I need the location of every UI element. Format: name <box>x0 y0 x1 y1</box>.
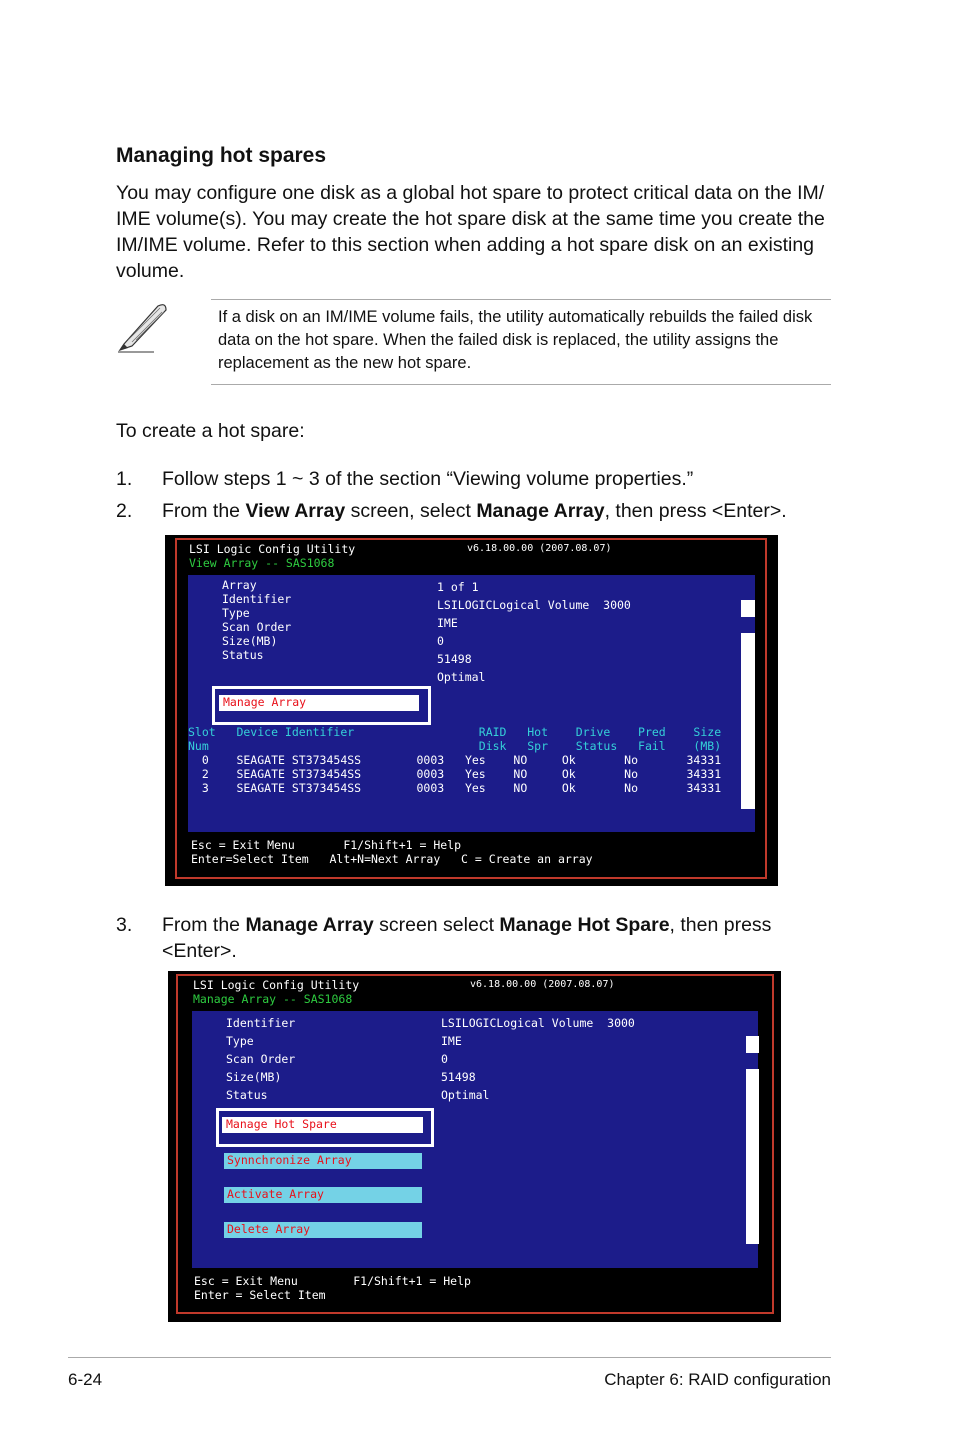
table-header: Slot Device Identifier RAID Hot Drive Pred Size <box>188 725 722 739</box>
activate-array-item[interactable]: Activate Array <box>224 1187 422 1203</box>
view-array-screenshot <box>165 535 778 886</box>
step-text: Follow steps 1 ~ 3 of the section “Viewing volume properties.” <box>162 468 694 490</box>
manage-hot-spare-item[interactable]: Manage Hot Spare <box>222 1117 423 1133</box>
screen-subtitle: View Array -- SAS1068 <box>189 556 335 570</box>
help-line: Enter = Select Item <box>194 1288 326 1302</box>
utility-title: LSI Logic Config Utility <box>189 542 356 556</box>
help-line: Esc = Exit Menu F1/Shift+1 = Help <box>191 838 462 852</box>
scrollbar-thumb[interactable] <box>741 600 755 617</box>
step-number: 1. <box>116 468 133 490</box>
manage-array-screenshot <box>168 971 781 1322</box>
delete-array-item[interactable]: Delete Array <box>224 1222 422 1238</box>
section-title: Managing hot spares <box>116 144 327 167</box>
array-panel <box>188 575 755 832</box>
help-line: Esc = Exit Menu F1/Shift+1 = Help <box>194 1274 471 1288</box>
table-row[interactable]: 3 SEAGATE ST373454SS 0003 Yes NO Ok No 34331 <box>188 781 722 795</box>
procedure-lead: To create a hot spare: <box>116 420 305 442</box>
manage-panel <box>192 1011 758 1268</box>
utility-title: LSI Logic Config Utility <box>193 978 360 992</box>
footer-rule <box>68 1357 831 1358</box>
prop-values: LSILOGICLogical Volume 3000 IME 0 51498 Optimal <box>441 1016 635 1102</box>
table-row[interactable]: 2 SEAGATE ST373454SS 0003 Yes NO Ok No 34331 <box>188 767 722 781</box>
synchronize-array-item[interactable]: Synnchronize Array <box>224 1153 422 1169</box>
scrollbar-thumb[interactable] <box>746 1036 759 1053</box>
note-bottom-rule <box>211 384 831 385</box>
intro-paragraph: You may configure one disk as a global hot spare to protect critical data on the IM/ IME volume(s). You may create the hot spare disk at the same time you create the IM/IME volume. Refer to this section when adding a hot spare disk on an existing volume. <box>116 182 825 282</box>
pen-icon <box>114 300 170 356</box>
scrollbar-track[interactable] <box>746 1069 759 1244</box>
help-line: Enter=Select Item Alt+N=Next Array C = Create an array <box>191 852 593 866</box>
page-number: 6-24 <box>68 1370 103 1389</box>
chapter-title: Chapter 6: RAID configuration <box>604 1370 831 1389</box>
step-text: From the View Array screen, select Manage Array, then press <Enter>. <box>162 500 787 522</box>
screen-subtitle: Manage Array -- SAS1068 <box>193 992 353 1006</box>
step-number: 3. <box>116 914 133 936</box>
prop-labels: Identifier Type Scan Order Size(MB) Status <box>226 1016 296 1102</box>
step-number: 2. <box>116 500 133 522</box>
note-top-rule <box>211 299 831 300</box>
prop-labels: Array Identifier Type Scan Order Size(MB) Status <box>222 578 292 662</box>
utility-version: v6.18.00.00 (2007.08.07) <box>467 543 612 554</box>
step-text: From the Manage Array screen select Manage Hot Spare, then press <Enter>. <box>162 914 772 962</box>
table-header: Num Disk Spr Status Fail (MB) <box>188 739 722 753</box>
utility-version: v6.18.00.00 (2007.08.07) <box>470 979 615 990</box>
note-text: If a disk on an IM/IME volume fails, the utility automatically rebuilds the failed disk data on the hot spare. When the failed disk is replaced, the utility assigns the replacement as the new hot spare. <box>218 308 813 372</box>
scrollbar-track[interactable] <box>741 633 755 809</box>
table-row[interactable]: 0 SEAGATE ST373454SS 0003 Yes NO Ok No 34331 <box>188 753 722 767</box>
manage-array-item[interactable]: Manage Array <box>219 695 419 711</box>
prop-values: 1 of 1 LSILOGICLogical Volume 3000 IME 0 51498 Optimal <box>437 580 631 684</box>
